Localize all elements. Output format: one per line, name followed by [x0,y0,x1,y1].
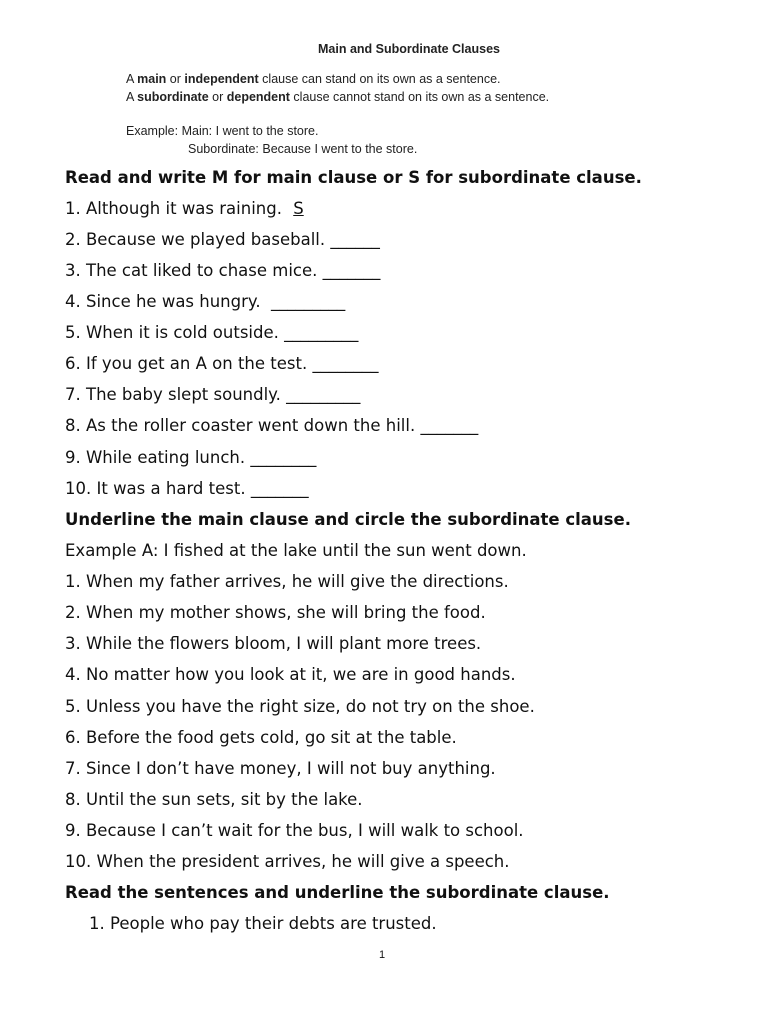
example-main: Example: Main: I went to the store. [126,124,319,138]
list-item: 7. Since I don’t have money, I will not buy anything. [65,759,496,778]
list-item: 9. While eating lunch. ________ [65,448,317,467]
list-item: 3. The cat liked to chase mice. _______ [65,261,381,280]
list-item: 1. When my father arrives, he will give the directions. [65,572,509,591]
page-number: 1 [379,949,386,961]
definition-subordinate: A subordinate or dependent clause cannot stand on its own as a sentence. [126,90,550,104]
list-item: 1. Although it was raining. S [65,199,304,218]
answer-blank[interactable]: ________ [307,354,379,373]
list-item: 2. Because we played baseball. ______ [65,230,380,249]
page-title: Main and Subordinate Clauses [318,42,500,56]
section-1-instruction: Read and write M for main clause or S for subordinate clause. [65,168,642,187]
list-item: 8. As the roller coaster went down the hill. _______ [65,416,479,435]
answer-blank[interactable]: ________ [245,448,317,467]
example-subordinate: Subordinate: Because I went to the store. [188,142,418,156]
answer-blank[interactable]: _________ [280,385,361,404]
list-item: 5. When it is cold outside. _________ [65,323,359,342]
list-item: 3. While the flowers bloom, I will plant more trees. [65,634,482,653]
answer-blank[interactable]: _______ [317,261,381,280]
answer-blank[interactable]: _______ [415,416,479,435]
list-item: 1. People who pay their debts are trusted. [89,914,437,933]
answer-blank[interactable]: ______ [325,230,380,249]
list-item: 4. No matter how you look at it, we are in good hands. [65,665,516,684]
definition-main: A main or independent clause can stand on its own as a sentence. [126,72,501,86]
list-item: 10. When the president arrives, he will give a speech. [65,852,510,871]
list-item: 8. Until the sun sets, sit by the lake. [65,790,363,809]
answer-blank[interactable]: _________ [260,292,346,311]
answer-text: S [293,199,304,218]
list-item: 10. It was a hard test. _______ [65,479,309,498]
answer-blank[interactable]: _________ [278,323,359,342]
answer-blank[interactable]: _______ [245,479,309,498]
section-2-instruction: Underline the main clause and circle the subordinate clause. [65,510,631,529]
list-item: 6. If you get an A on the test. ________ [65,354,379,373]
list-item: 9. Because I can’t wait for the bus, I will walk to school. [65,821,524,840]
section-3-instruction: Read the sentences and underline the subordinate clause. [65,883,610,902]
list-item: 5. Unless you have the right size, do not try on the shoe. [65,697,535,716]
example-sentence: Example A: I fished at the lake until the sun went down. [65,541,527,560]
list-item: 6. Before the food gets cold, go sit at the table. [65,728,457,747]
list-item: 2. When my mother shows, she will bring the food. [65,603,486,622]
list-item: 4. Since he was hungry. _________ [65,292,346,311]
list-item: 7. The baby slept soundly. _________ [65,385,361,404]
